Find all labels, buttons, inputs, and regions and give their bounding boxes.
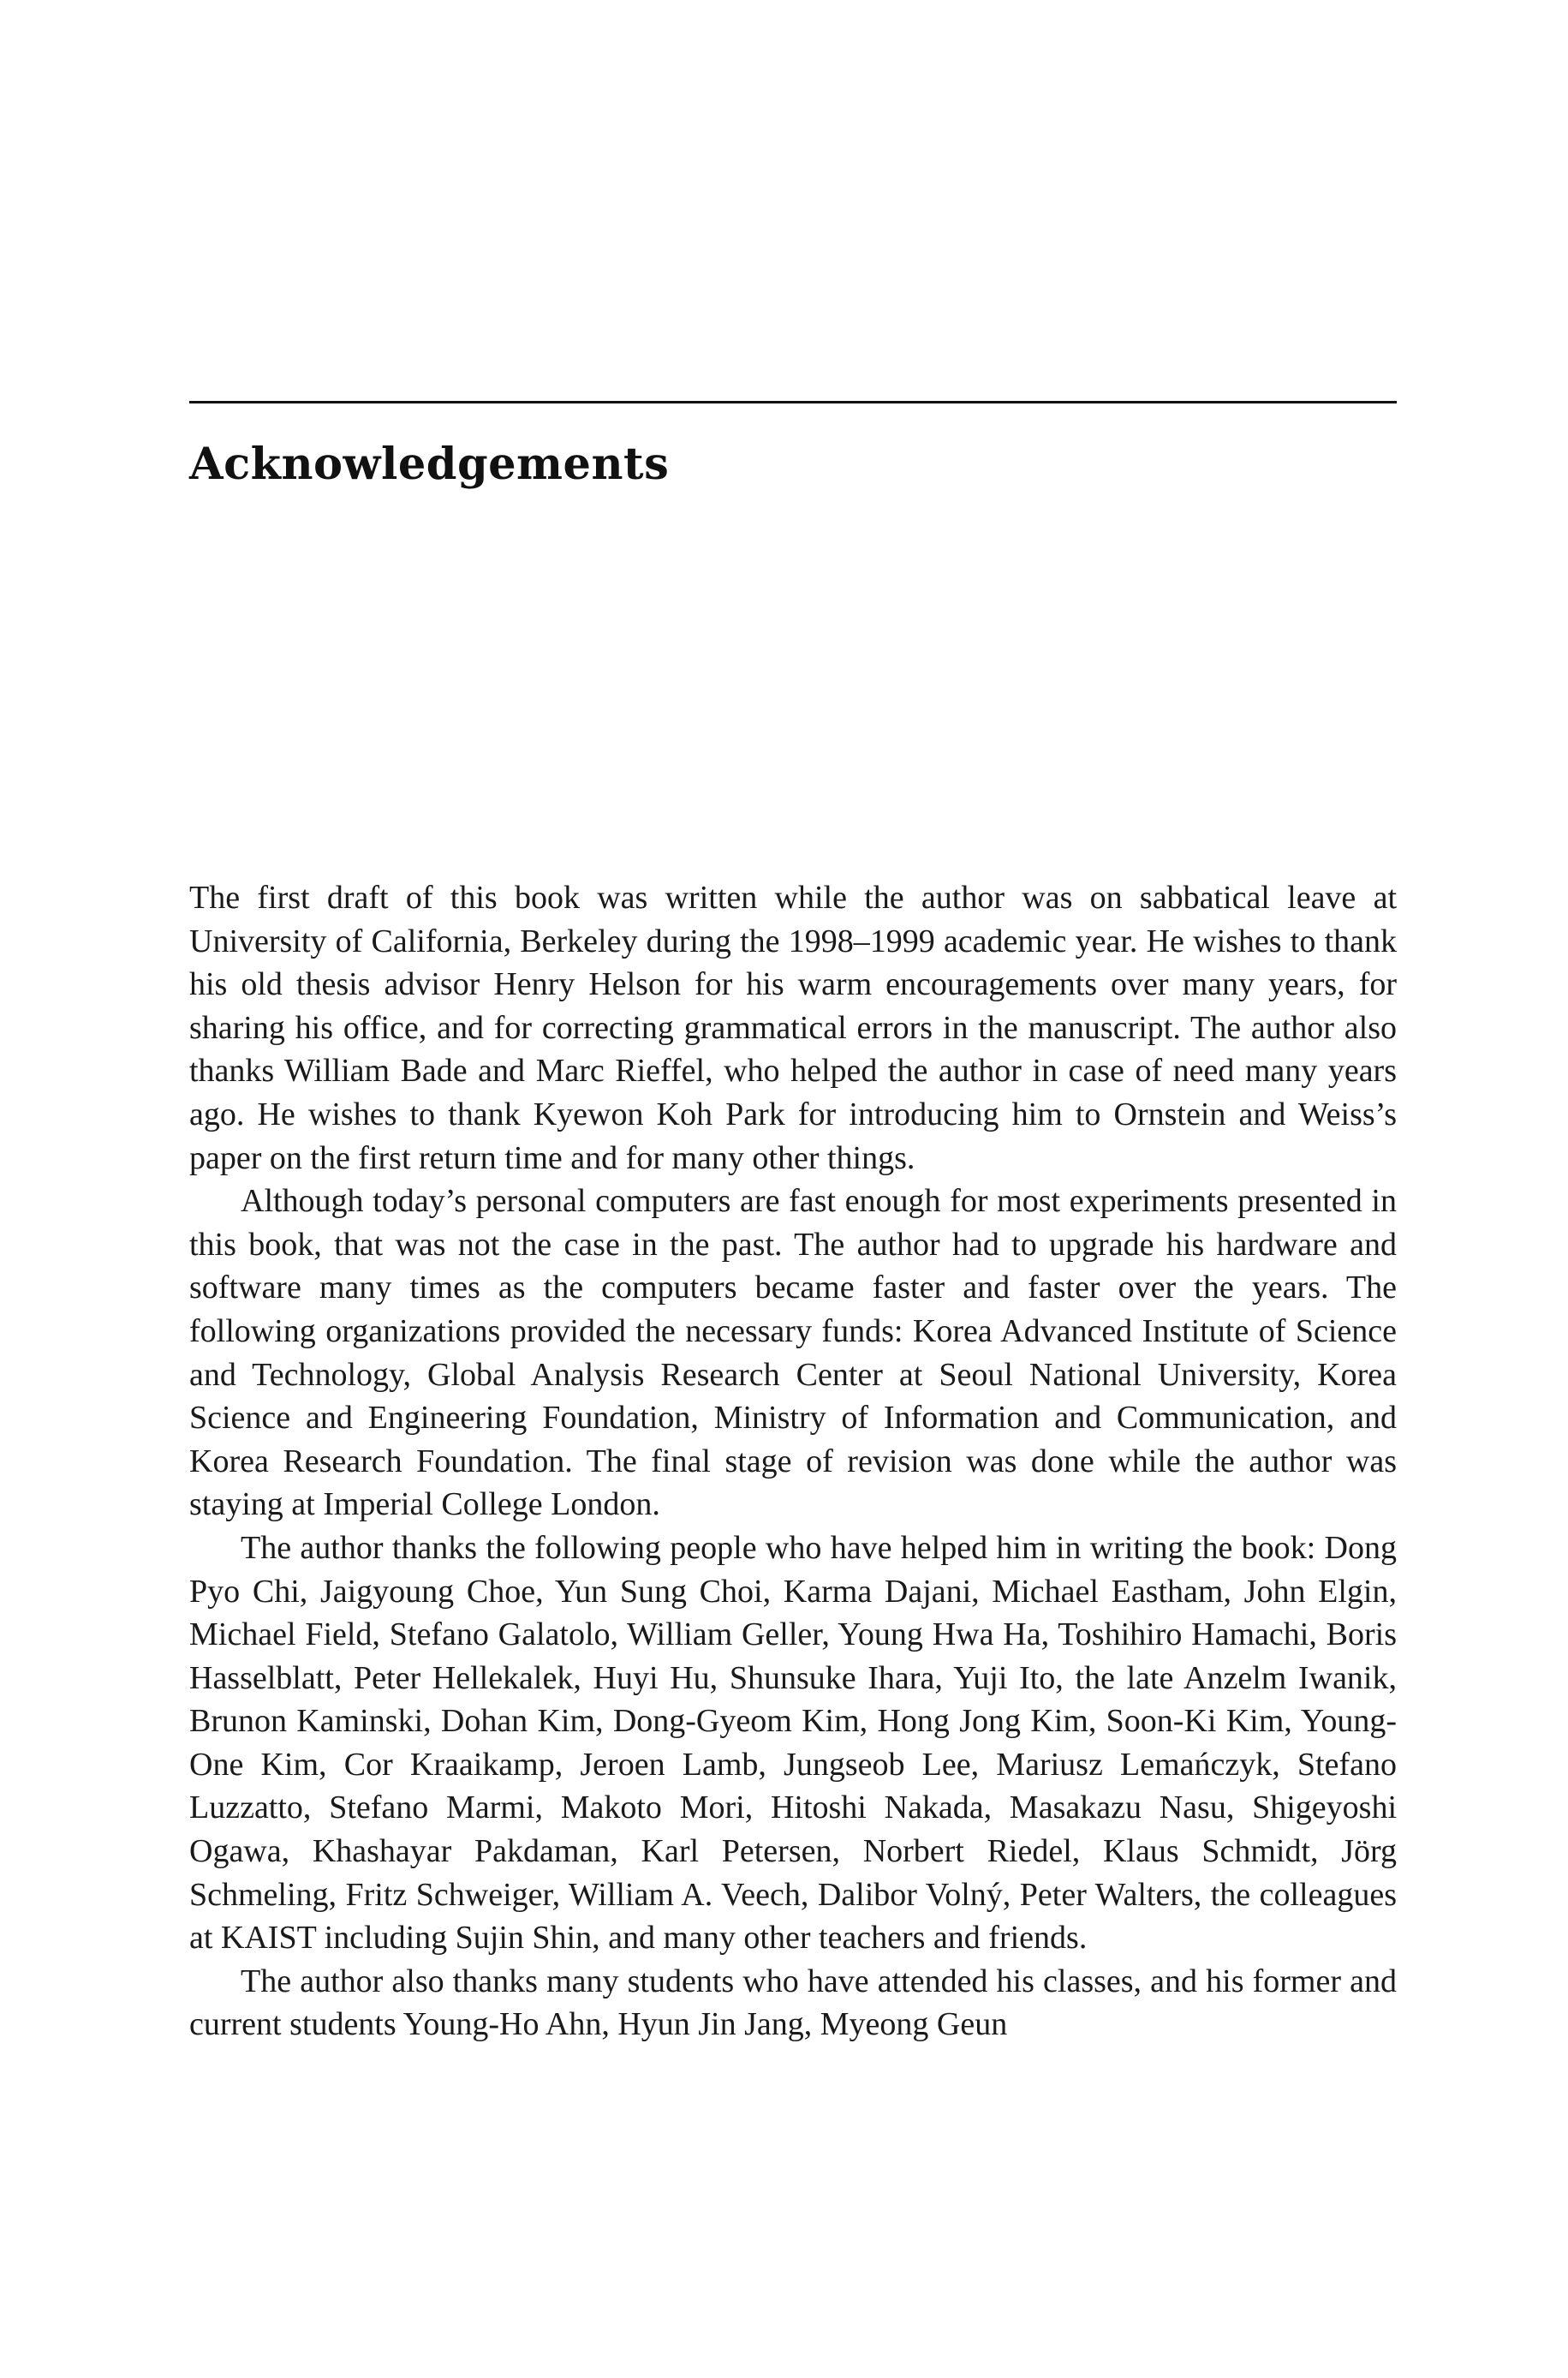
acknowledgements-body xyxy=(189,876,1397,2046)
paragraph-students: The author also thanks many students who have attended his classes, and his former and current students Young-Ho Ahn, Hyun Jin Jang, Myeong Geun xyxy=(189,1963,1397,2043)
paragraph-funding: Although today’s personal computers are fast enough for most experiments presented in this book, that was not the case in the past. The author had to upgrade his hardware and software many times as the computers became faster and faster over the years. The following organizations provided the necessary funds: Korea Advanced Institute of Science and Technology, Global Analysis Research Center at Seoul National University, Korea Science and Engineering Foundation, Ministry of Information and Communication, and Korea Research Foundation. The final stage of revision was done while the author was staying at Imperial College London. xyxy=(189,1183,1397,1523)
chapter-top-rule xyxy=(189,401,1397,403)
paragraph-people: The author thanks the following people who have helped him in writing the book: Dong Pyo Chi, Jaigyoung Choe, Yun Sung Choi, Karma Dajani, Michael Eastham, John Elgin, Michael Field, Stefano Galatolo, William Geller, Young Hwa Ha, Toshihiro Hamachi, Boris Hasselblatt, Peter Hellekalek, Huyi Hu, Shunsuke Ihara, Yuji Ito, the late Anzelm Iwanik, Brunon Kaminski, Dohan Kim, Dong-Gyeom Kim, Hong Jong Kim, Soon-Ki Kim, Young-One Kim, Cor Kraaikamp, Jeroen Lamb, Jungseob Lee, Mariusz Lemańczyk, Stefano Luzzatto, Stefano Marmi, Makoto Mori, Hitoshi Nakada, Masakazu Nasu, Shigeyoshi Ogawa, Khashayar Pakdaman, Karl Petersen, Norbert Riedel, Klaus Schmidt, Jörg Schmeling, Fritz Schweiger, William A. Veech, Dalibor Volný, Peter Walters, the colleagues at KAIST including Sujin Shin, and many other teachers and friends. xyxy=(189,1529,1397,1957)
chapter-heading: Acknowledgements xyxy=(189,439,670,490)
paragraph-sabbatical: The first draft of this book was written while the author was on sabbatical leave at University of California, Berkeley during the 1998–1999 academic year. He wishes to thank his old thesis advisor Henry Helson for his warm encouragements over many years, for sharing his office, and for correcting grammatical errors in the manuscript. The author also thanks William Bade and Marc Rieffel, who helped the author in case of need many years ago. He wishes to thank Kyewon Koh Park for introducing him to Ornstein and Weiss’s paper on the first return time and for many other things. xyxy=(189,880,1397,1176)
